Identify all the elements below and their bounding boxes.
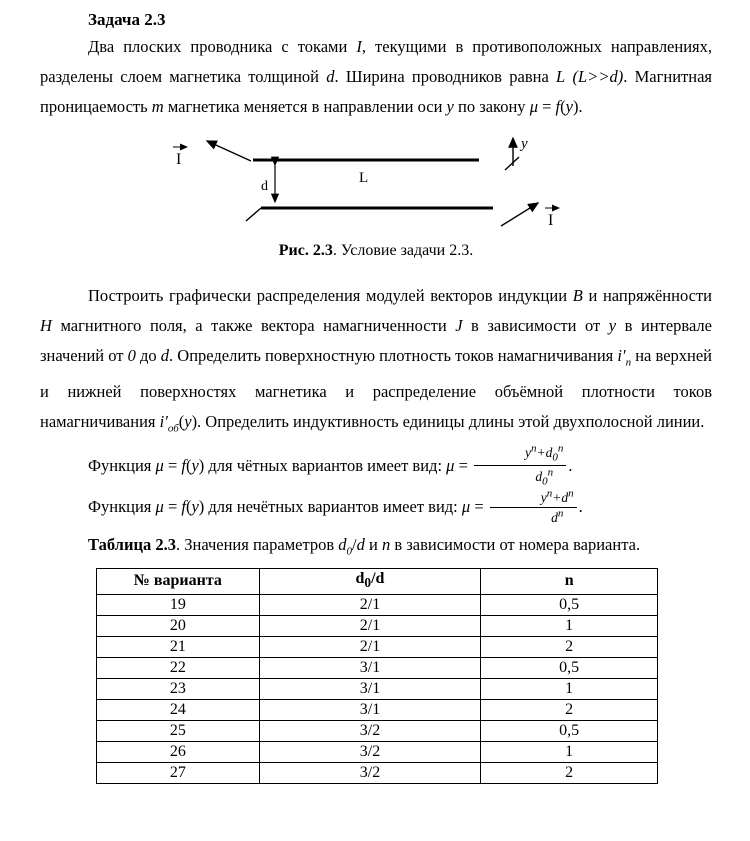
table-row (97, 657, 658, 678)
table-row (97, 741, 658, 762)
figure-caption-number: Рис. 2.3 (278, 242, 333, 259)
header-n: n (481, 569, 658, 594)
fraction-odd-denominator: $d^n$ (551, 507, 564, 526)
table-cell: 19 (97, 594, 260, 615)
table-cell: 3/2 (259, 762, 481, 783)
variants-table-body (97, 594, 658, 783)
table-row (97, 678, 658, 699)
table-cell: 25 (97, 720, 260, 741)
table-cell: 2 (481, 699, 658, 720)
edge-tick-bottom-left (246, 208, 261, 221)
variants-table-head (97, 569, 658, 594)
formula-odd-variants (40, 488, 712, 526)
table-row (97, 720, 658, 741)
table-row (97, 636, 658, 657)
y-axis-label: y (521, 136, 528, 152)
header-d0-d: $d_0/d$ (259, 569, 481, 594)
header-variant-number: № варианта (97, 569, 260, 594)
table-header-row (97, 569, 658, 594)
table-row (97, 699, 658, 720)
table-cell: 3/1 (259, 699, 481, 720)
table-cell: 23 (97, 678, 260, 699)
table-cell: 20 (97, 615, 260, 636)
table-caption (40, 532, 712, 564)
current-arrow-left (207, 141, 251, 161)
gap-label: d (261, 179, 268, 194)
figure-caption-text: . Условие задачи 2.3. (332, 242, 474, 259)
table-cell: 26 (97, 741, 260, 762)
current-label-left: I (176, 151, 182, 168)
current-arrow-right (501, 203, 538, 226)
formula-even-variants (40, 444, 712, 488)
intro-paragraph: Два плоских проводника с токами I, текущими в противоположных направлениях, разделены слоем магнетика толщиной d. Ширина проводников равна L (L>>d). Магнитная проницаемость m магнетика меняется в направлении оси y по закону μ = f(y). (40, 37, 713, 116)
variants-table (96, 568, 658, 783)
fraction-even (472, 444, 568, 488)
fraction-odd (488, 489, 579, 525)
figure-caption (40, 239, 712, 263)
table-cell: 3/2 (259, 720, 481, 741)
table-cell: 2/1 (259, 636, 481, 657)
formula-even-prefix: Функция μ = f(y) для чётных вариантов имеет вид: μ = (88, 455, 468, 475)
edge-tick-top-right (505, 157, 519, 170)
table-caption-number: Таблица 2.3 (88, 535, 176, 555)
formula-odd-prefix: Функция μ = f(y) для нечётных вариантов имеет вид: μ = (88, 497, 484, 517)
table-caption-text: . Значения параметров $d_0/d$ и n в зависимости от номера варианта. (175, 535, 641, 558)
table-cell: 2/1 (259, 615, 481, 636)
table-cell: 1 (481, 615, 658, 636)
table-cell: 22 (97, 657, 260, 678)
current-label-right: I (548, 212, 554, 229)
table-cell: 2 (481, 636, 658, 657)
table-cell: 1 (481, 678, 658, 699)
table-cell: 27 (97, 762, 260, 783)
table-row (97, 762, 658, 783)
table-row (97, 594, 658, 615)
formula-odd-period: . (578, 497, 583, 517)
fraction-odd-numerator: $y^n+d^n$ (490, 489, 577, 508)
table-cell: 2/1 (259, 594, 481, 615)
table-row (97, 615, 658, 636)
figure-drawing (161, 130, 591, 234)
table-cell: 2 (481, 762, 658, 783)
fraction-even-numerator: $y^n+d_0^n$ (474, 444, 566, 467)
table-cell: 24 (97, 699, 260, 720)
table-cell: 0,5 (481, 657, 658, 678)
table-cell: 0,5 (481, 720, 658, 741)
table-cell: 3/1 (259, 657, 481, 678)
table-cell: 21 (97, 636, 260, 657)
table-cell: 1 (481, 741, 658, 762)
task-paragraph: Построить графически распределения модулей векторов индукции B и напряжённости H магнитного поля, а также вектора намагниченности J в зависимости от y в интервале значений от 0 до d. Определить поверхностную плотность токов намагничивания $i'_n$ на верхней и нижней поверхностях магнетика и распределение объёмной плотности токов намагничивания $i'_{об}(y)$. Определить индуктивность единицы длины этой двухполосной линии. (40, 286, 712, 435)
table-cell: 3/2 (259, 741, 481, 762)
problem-title: Задача 2.3 (88, 10, 166, 29)
table-cell: 3/1 (259, 678, 481, 699)
width-label: L (359, 170, 369, 186)
formula-even-period: . (568, 455, 573, 475)
figure-2-3 (40, 130, 712, 239)
table-cell: 0,5 (481, 594, 658, 615)
fraction-even-denominator: $d_0^n$ (535, 466, 554, 488)
